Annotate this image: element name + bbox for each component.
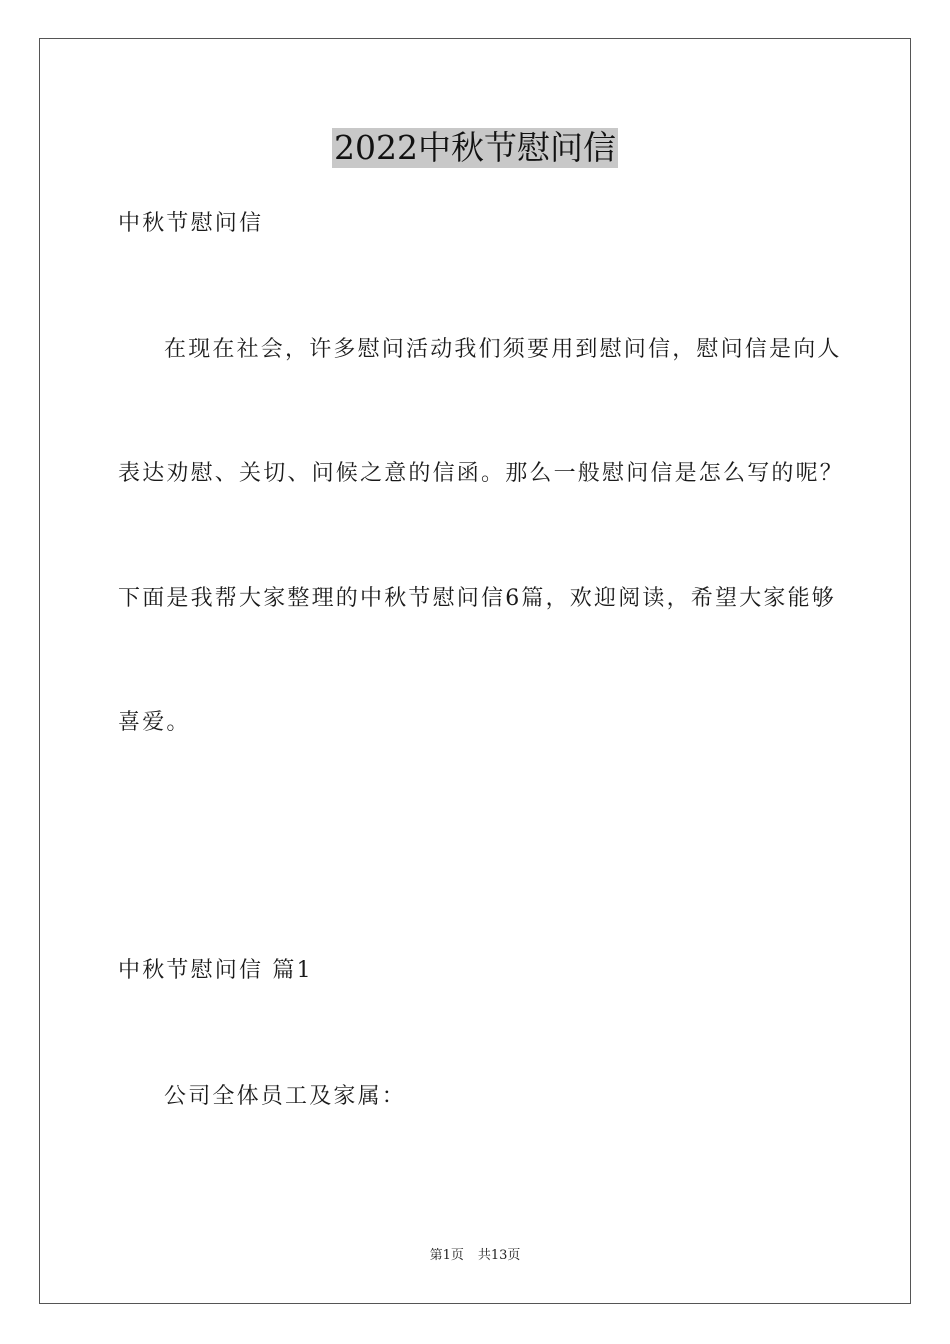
intro-line-1: 在现在社会，许多慰问活动我们须要用到慰问信，慰问信是向人: [164, 337, 842, 362]
document-heading: 中秋节慰问信: [118, 211, 264, 236]
intro-line-4: 喜爱。: [118, 710, 191, 735]
document-title: 2022中秋节慰问信: [334, 128, 616, 167]
page-footer: [0, 1248, 950, 1264]
page-number: 第1页: [429, 1248, 464, 1263]
intro-line-2: 表达劝慰、关切、问候之意的信函。那么一般慰问信是怎么写的呢？: [118, 461, 845, 486]
section-heading: 中秋节慰问信 篇1: [118, 958, 313, 983]
title-container: [0, 128, 950, 168]
intro-line-3: 下面是我帮大家整理的中秋节慰问信6篇，欢迎阅读，希望大家能够: [118, 586, 836, 611]
salutation: 公司全体员工及家属：: [164, 1084, 407, 1109]
page-total: 共13页: [477, 1248, 521, 1263]
